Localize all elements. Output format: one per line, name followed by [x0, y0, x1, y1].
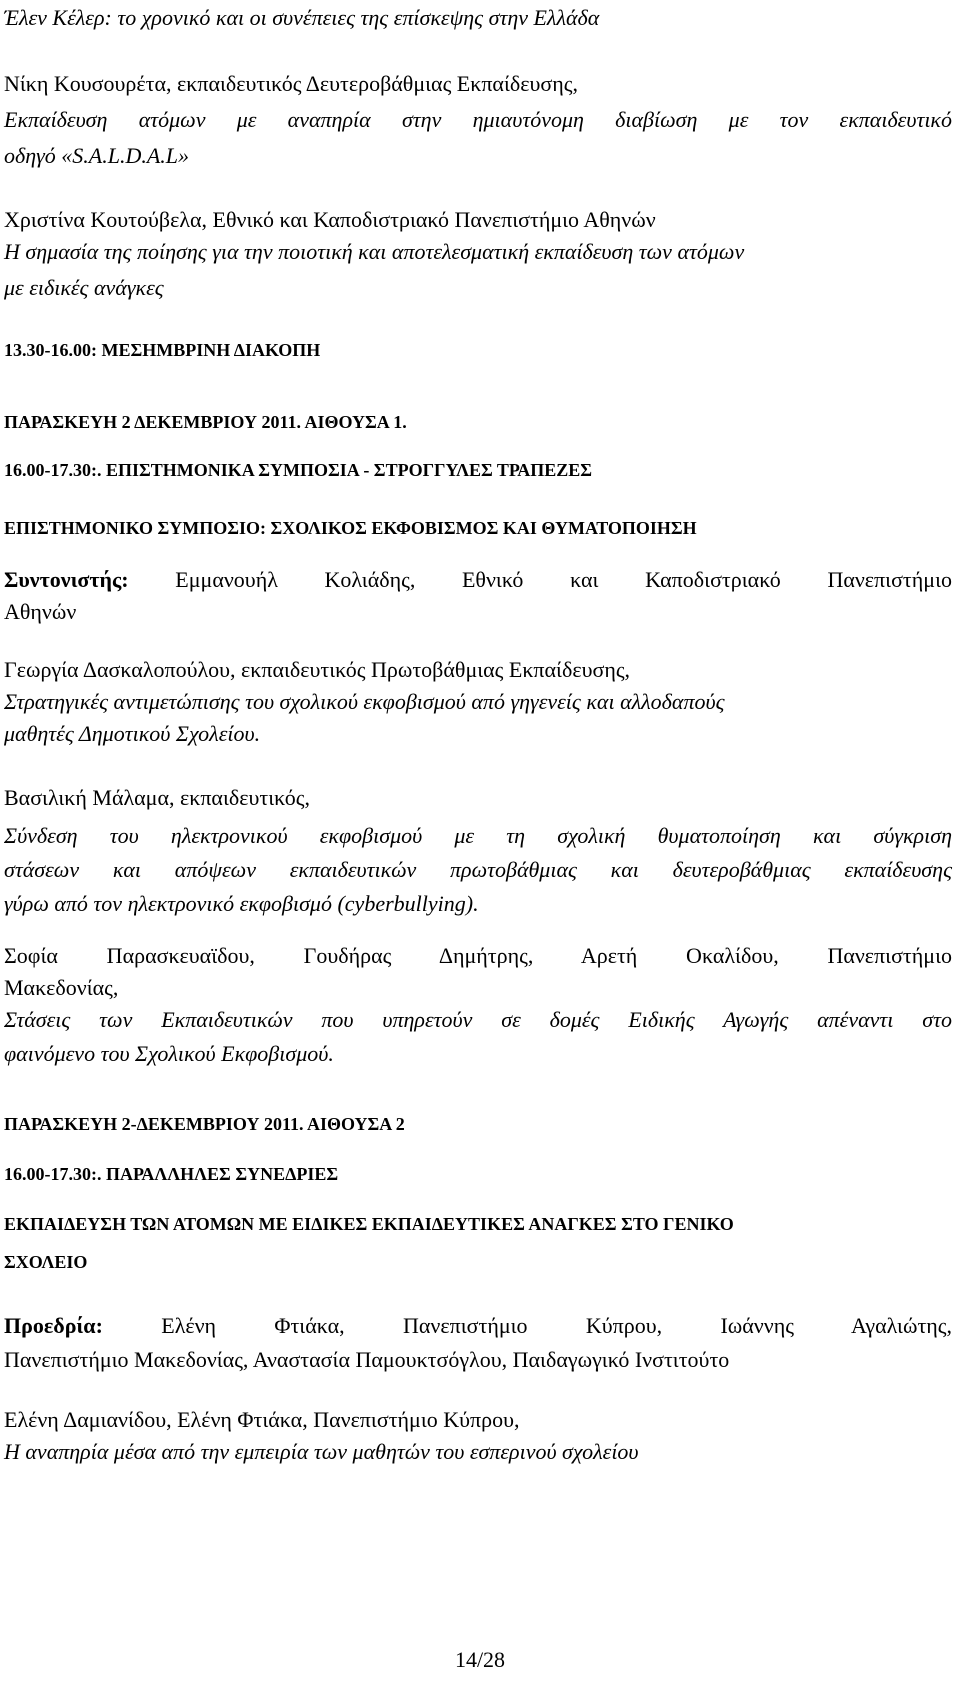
slot-heading: 16.00-17.30:. ΕΠΙΣΤΗΜΟΝΙΚΑ ΣΥΜΠΟΣΙΑ - ΣΤΡΟΓΓΥΛΕΣ ΤΡΑΠΕΖΕΣ	[4, 460, 593, 480]
day-heading: ΠΑΡΑΣΚΕΥΗ 2 ΔΕΚΕΜΒΡΙΟΥ 2011. ΑΙΘΟΥΣΑ 1.	[4, 412, 407, 432]
talk-title: γύρω από τον ηλεκτρονικό εκφοβισμό (cyberbullying).	[4, 891, 479, 916]
talk-title: Έλεν Κέλερ: το χρονικό και οι συνέπειες της επίσκεψης στην Ελλάδα	[4, 5, 600, 30]
talk-author: Σοφία Παρασκευαϊδου, Γουδήρας Δημήτρης, Αρετή Οκαλίδου, Πανεπιστήμιο	[4, 943, 952, 968]
talk-author: Βασιλική Μάλαμα, εκπαιδευτικός,	[4, 785, 310, 810]
chair-line	[4, 1312, 952, 1340]
day-heading: ΠΑΡΑΣΚΕΥΗ 2-ΔΕΚΕΜΒΡΙΟΥ 2011. ΑΙΘΟΥΣΑ 2	[4, 1114, 405, 1134]
talk-title: Η αναπηρία μέσα από την εμπειρία των μαθητών του εσπερινού σχολείου	[4, 1439, 639, 1464]
talk-title: φαινόμενο του Σχολικού Εκφοβισμού.	[4, 1041, 334, 1066]
talk-title: Εκπαίδευση ατόμων με αναπηρία στην ημιαυτόνομη διαβίωση με τον εκπαιδευτικό	[4, 107, 952, 132]
break-heading: 13.30-16.00: ΜΕΣΗΜΒΡΙΝΗ ΔΙΑΚΟΠΗ	[4, 340, 321, 360]
talk-title: Στρατηγικές αντιμετώπισης του σχολικού εκφοβισμού από γηγενείς και αλλοδαπούς	[4, 689, 725, 714]
talk-title: με ειδικές ανάγκες	[4, 275, 164, 300]
talk-title: Η σημασία της ποίησης για την ποιοτική και αποτελεσματική εκπαίδευση των ατόμων	[4, 239, 745, 264]
talk-author: Χριστίνα Κουτούβελα, Εθνικό και Καποδιστριακό Πανεπιστήμιο Αθηνών	[4, 207, 656, 232]
coordinator-line-2: Αθηνών	[4, 599, 77, 624]
talk-title: Σύνδεση του ηλεκτρονικού εκφοβισμού με τη σχολική θυματοποίηση και σύγκριση	[4, 823, 952, 848]
symposium-heading: ΕΠΙΣΤΗΜΟΝΙΚΟ ΣΥΜΠΟΣΙΟ: ΣΧΟΛΙΚΟΣ ΕΚΦΟΒΙΣΜΟΣ ΚΑΙ ΘΥΜΑΤΟΠΟΙΗΣΗ	[4, 518, 697, 538]
chair-text: Ελένη Φτιάκα, Πανεπιστήμιο Κύπρου, Ιωάννης Αγαλιώτης,	[161, 1313, 953, 1338]
coordinator-label: Συντονιστής:	[4, 567, 129, 592]
chair-label: Προεδρία:	[4, 1313, 103, 1338]
talk-author: Γεωργία Δασκαλοπούλου, εκπαιδευτικός Πρωτοβάθμιας Εκπαίδευσης,	[4, 657, 631, 682]
talk-title: στάσεων και απόψεων εκπαιδευτικών πρωτοβάθμιας και δευτεροβάθμιας εκπαίδευσης	[4, 857, 952, 882]
talk-author: Νίκη Κουσουρέτα, εκπαιδευτικός Δευτεροβάθμιας Εκπαίδευσης,	[4, 71, 578, 96]
page-number: 14/28	[454, 1647, 506, 1672]
talk-title: Στάσεις των Εκπαιδευτικών που υπηρετούν σε δομές Ειδικής Αγωγής απέναντι στο	[4, 1007, 952, 1032]
chair-line-2: Πανεπιστήμιο Μακεδονίας, Αναστασία Παμουκτσόγλου, Παιδαγωγικό Ινστιτούτο	[4, 1347, 730, 1372]
slot-heading: 16.00-17.30:. ΠΑΡΑΛΛΗΛΕΣ ΣΥΝΕΔΡΙΕΣ	[4, 1164, 339, 1184]
talk-title: μαθητές Δημοτικού Σχολείου.	[4, 721, 261, 746]
session-heading: ΕΚΠΑΙΔΕΥΣΗ ΤΩΝ ΑΤΟΜΩΝ ΜΕ ΕΙΔΙΚΕΣ ΕΚΠΑΙΔΕΥΤΙΚΕΣ ΑΝΑΓΚΕΣ ΣΤΟ ΓΕΝΙΚΟ	[4, 1214, 734, 1234]
talk-title: οδηγό «S.A.L.D.A.L»	[4, 143, 190, 168]
coordinator-line	[4, 566, 952, 594]
session-heading: ΣΧΟΛΕΙΟ	[4, 1252, 88, 1272]
talk-author: Μακεδονίας,	[4, 975, 119, 1000]
talk-author: Ελένη Δαμιανίδου, Ελένη Φτιάκα, Πανεπιστήμιο Κύπρου,	[4, 1407, 520, 1432]
coordinator-text: Εμμανουήλ Κολιάδης, Εθνικό και Καποδιστριακό Πανεπιστήμιο	[175, 567, 952, 592]
